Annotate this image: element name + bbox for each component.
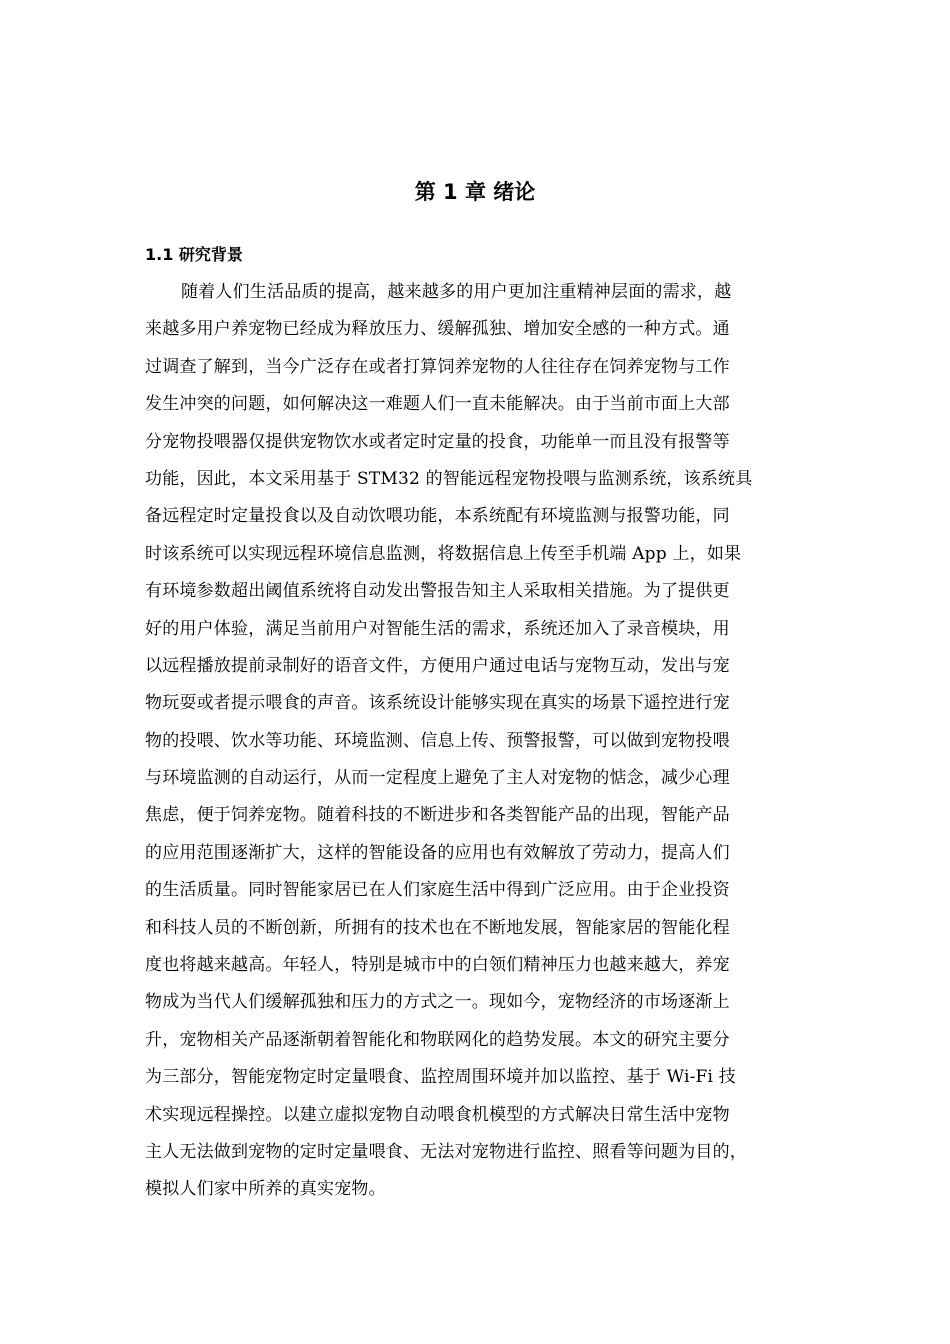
body-line: 物玩耍或者提示喂食的声音。该系统设计能够实现在真实的场景下遥控进行宠 bbox=[145, 693, 730, 714]
body-paragraph bbox=[145, 274, 809, 1209]
body-line: 有环境参数超出阈值系统将自动发出警报告知主人采取相关措施。为了提供更 bbox=[145, 581, 730, 602]
body-line: 和科技人员的不断创新，所拥有的技术也在不断地发展，智能家居的智能化程 bbox=[145, 917, 730, 938]
body-line: 好的用户体验，满足当前用户对智能生活的需求，系统还加入了录音模块，用 bbox=[145, 618, 730, 639]
body-line: 术实现远程操控。以建立虚拟宠物自动喂食机模型的方式解决日常生活中宠物 bbox=[145, 1104, 730, 1125]
body-line: 分宠物投喂器仅提供宠物饮水或者定时定量的投食，功能单一而且没有报警等 bbox=[145, 431, 730, 452]
body-line: 过调查了解到，当今广泛存在或者打算饲养宠物的人往往存在饲养宠物与工作 bbox=[145, 356, 730, 377]
body-line: 度也将越来越高。年轻人，特别是城市中的白领们精神压力也越来越大，养宠 bbox=[145, 955, 730, 976]
body-line: 升，宠物相关产品逐渐朝着智能化和物联网化的趋势发展。本文的研究主要分 bbox=[145, 1029, 730, 1050]
body-line: 发生冲突的问题，如何解决这一难题人们一直未能解决。由于当前市面上大部 bbox=[145, 394, 730, 415]
chapter-title: 第 1 章 绪论 bbox=[414, 180, 536, 204]
body-line: 物成为当代人们缓解孤独和压力的方式之一。现如今，宠物经济的市场逐渐上 bbox=[145, 992, 730, 1013]
body-line: 物的投喂、饮水等功能、环境监测、信息上传、预警报警，可以做到宠物投喂 bbox=[145, 730, 730, 751]
body-line: 焦虑，便于饲养宠物。随着科技的不断进步和各类智能产品的出现，智能产品 bbox=[145, 805, 730, 826]
body-line: 的应用范围逐渐扩大，这样的智能设备的应用也有效解放了劳动力，提高人们 bbox=[145, 842, 730, 863]
section-title: 1.1 研究背景 bbox=[145, 245, 243, 264]
body-line: 随着人们生活品质的提高，越来越多的用户更加注重精神层面的需求，越 bbox=[181, 282, 732, 302]
body-line: 的生活质量。同时智能家居已在人们家庭生活中得到广泛应用。由于企业投资 bbox=[145, 880, 730, 901]
body-line: 为三部分，智能宠物定时定量喂食、监控周围环境并加以监控、基于 Wi-Fi 技 bbox=[145, 1067, 736, 1088]
body-line: 与环境监测的自动运行，从而一定程度上避免了主人对宠物的惦念，减少心理 bbox=[145, 768, 730, 789]
body-line: 主人无法做到宠物的定时定量喂食、无法对宠物进行监控、照看等问题为目的， bbox=[145, 1141, 747, 1162]
body-line: 模拟人们家中所养的真实宠物。 bbox=[145, 1179, 386, 1200]
body-line: 功能，因此，本文采用基于 STM32 的智能远程宠物投喂与监测系统，该系统具 bbox=[145, 468, 753, 489]
body-line: 备远程定时定量投食以及自动饮喂功能，本系统配有环境监测与报警功能，同 bbox=[145, 506, 730, 527]
body-line: 来越多用户养宠物已经成为释放压力、缓解孤独、增加安全感的一种方式。通 bbox=[145, 319, 730, 340]
body-line: 时该系统可以实现远程环境信息监测，将数据信息上传至手机端 App 上，如果 bbox=[145, 543, 742, 564]
body-line: 以远程播放提前录制好的语音文件，方便用户通过电话与宠物互动，发出与宠 bbox=[145, 655, 730, 676]
